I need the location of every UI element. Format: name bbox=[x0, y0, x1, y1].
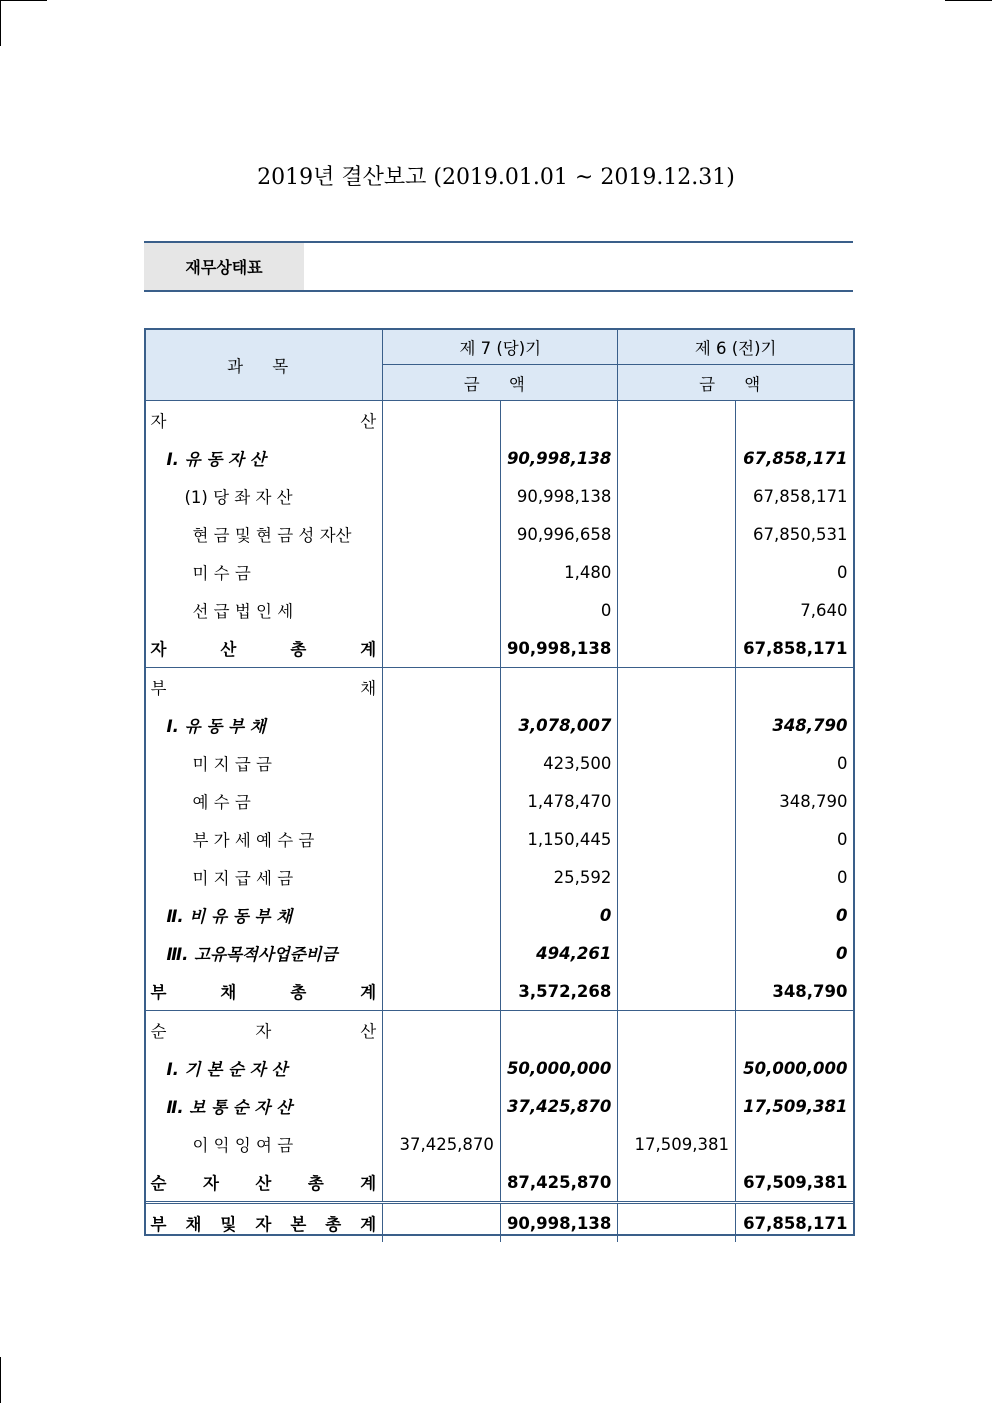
prior-sub-amount bbox=[618, 629, 736, 668]
row-label-char: 계 bbox=[360, 1215, 377, 1234]
row-label bbox=[145, 401, 383, 440]
row-label-char: 부 bbox=[150, 1215, 167, 1234]
table-row bbox=[145, 858, 854, 896]
row-label-spread bbox=[151, 408, 377, 432]
prior-amount: 348,790 bbox=[772, 981, 848, 1001]
table-row bbox=[145, 820, 854, 858]
current-sub-amount bbox=[383, 972, 501, 1011]
current-sub-amount bbox=[383, 820, 501, 858]
row-label-char: 자 bbox=[255, 1215, 272, 1234]
row-label-char: 채 bbox=[360, 679, 377, 698]
row-label-char: 총 bbox=[307, 1174, 324, 1193]
row-label bbox=[145, 1011, 383, 1050]
prior-amount bbox=[736, 1011, 854, 1050]
row-label: Ⅱ. 비 유 동 부 채 bbox=[145, 896, 383, 934]
current-sub-amount bbox=[383, 896, 501, 934]
table-row bbox=[145, 706, 854, 744]
row-label bbox=[145, 629, 383, 668]
row-label-spread bbox=[151, 675, 377, 699]
table-row bbox=[145, 477, 854, 515]
current-amount: 3,078,007 bbox=[500, 706, 617, 744]
prior-sub-amount bbox=[618, 553, 736, 591]
current-sub-amount bbox=[383, 744, 501, 782]
table-row bbox=[145, 1203, 854, 1243]
current-sub-amount bbox=[383, 706, 501, 744]
row-label-char: 본 bbox=[290, 1215, 307, 1234]
current-amount: 0 bbox=[500, 591, 617, 629]
prior-amount: 348,790 bbox=[779, 791, 848, 811]
current-sub-amount bbox=[383, 782, 501, 820]
row-label-char: 산 bbox=[360, 412, 377, 431]
table-row bbox=[145, 896, 854, 934]
current-sub-amount bbox=[383, 629, 501, 668]
row-label bbox=[145, 1203, 383, 1243]
current-amount: 423,500 bbox=[500, 744, 617, 782]
row-label: 미 지 급 금 bbox=[145, 744, 383, 782]
current-amount bbox=[500, 1011, 617, 1050]
row-label: 미 지 급 세 금 bbox=[145, 858, 383, 896]
prior-amount bbox=[736, 668, 854, 707]
prior-amount: 67,509,381 bbox=[743, 1172, 848, 1192]
row-label: 부 가 세 예 수 금 bbox=[145, 820, 383, 858]
current-sub-amount bbox=[383, 668, 501, 707]
prior-amount bbox=[736, 1125, 854, 1163]
prior-amount: 67,858,171 bbox=[736, 1203, 854, 1243]
prior-amount: 0 bbox=[837, 867, 848, 887]
crop-mark-top-right-h bbox=[945, 0, 992, 1]
balance-sheet-table bbox=[144, 328, 854, 1242]
current-amount: 90,996,658 bbox=[500, 515, 617, 553]
prior-amount: 67,858,171 bbox=[743, 448, 848, 468]
prior-amount: 348,790 bbox=[772, 715, 848, 735]
header-subject: 과 목 bbox=[145, 329, 383, 401]
prior-amount: 67,850,531 bbox=[753, 524, 848, 544]
prior-amount: 0 bbox=[836, 905, 848, 925]
row-label-spread bbox=[151, 1211, 377, 1235]
table-row bbox=[145, 515, 854, 553]
table-row bbox=[145, 553, 854, 591]
row-label-char: 산 bbox=[255, 1174, 272, 1193]
row-label: 이 익 잉 여 금 bbox=[145, 1125, 383, 1163]
current-amount: 90,998,138 bbox=[500, 1203, 617, 1243]
crop-mark-top-left-h bbox=[0, 0, 47, 1]
current-amount: 494,261 bbox=[500, 934, 617, 972]
current-amount: 87,425,870 bbox=[500, 1163, 617, 1203]
prior-sub-amount bbox=[618, 820, 736, 858]
current-amount: 90,998,138 bbox=[500, 477, 617, 515]
table-row bbox=[145, 401, 854, 440]
table-row bbox=[145, 744, 854, 782]
prior-amount: 67,858,171 bbox=[753, 486, 848, 506]
prior-sub-amount bbox=[618, 591, 736, 629]
section-label: 재무상태표 bbox=[144, 243, 304, 290]
prior-amount: 0 bbox=[837, 829, 848, 849]
prior-sub-amount bbox=[618, 744, 736, 782]
current-amount: 90,998,138 bbox=[500, 629, 617, 668]
prior-sub-amount bbox=[618, 1163, 736, 1203]
row-label-char: 총 bbox=[325, 1215, 342, 1234]
balance-sheet-body bbox=[145, 401, 854, 1243]
header-prior-period: 제 6 (전)기 bbox=[618, 329, 854, 365]
current-amount: 90,998,138 bbox=[500, 439, 617, 477]
table-row bbox=[145, 1049, 854, 1087]
row-label: 현 금 및 현 금 성 자산 bbox=[145, 515, 383, 553]
row-label-spread bbox=[151, 636, 377, 660]
row-label: Ⅰ. 유 동 자 산 bbox=[145, 439, 383, 477]
header-current-amount: 금 액 bbox=[383, 365, 618, 401]
current-sub-amount bbox=[383, 1087, 501, 1125]
row-label-char: 산 bbox=[220, 640, 237, 659]
row-label-char: 계 bbox=[360, 1174, 377, 1193]
prior-amount: 0 bbox=[836, 943, 848, 963]
row-label-char: 채 bbox=[185, 1215, 202, 1234]
table-row bbox=[145, 972, 854, 1011]
table-row bbox=[145, 934, 854, 972]
row-label-char: 부 bbox=[150, 679, 167, 698]
current-sub-amount bbox=[383, 439, 501, 477]
row-label-char: 부 bbox=[150, 983, 167, 1002]
prior-sub-amount bbox=[618, 782, 736, 820]
prior-sub-amount bbox=[618, 934, 736, 972]
row-label: (1) 당 좌 자 산 bbox=[145, 477, 383, 515]
table-row bbox=[145, 591, 854, 629]
prior-sub-amount bbox=[618, 972, 736, 1011]
table-row bbox=[145, 1087, 854, 1125]
table-row bbox=[145, 668, 854, 707]
prior-amount: 0 bbox=[837, 753, 848, 773]
current-amount bbox=[500, 1125, 617, 1163]
table-row bbox=[145, 629, 854, 668]
header-prior-amount: 금 액 bbox=[618, 365, 854, 401]
row-label: 예 수 금 bbox=[145, 782, 383, 820]
current-sub-amount bbox=[383, 1163, 501, 1203]
prior-sub-amount bbox=[618, 896, 736, 934]
current-sub-amount bbox=[383, 591, 501, 629]
prior-amount: 0 bbox=[837, 562, 848, 582]
row-label-char: 산 bbox=[360, 1022, 377, 1041]
row-label: Ⅲ. 고유목적사업준비금 bbox=[145, 934, 383, 972]
prior-sub-amount bbox=[618, 858, 736, 896]
table-row bbox=[145, 1125, 854, 1163]
row-label-char: 계 bbox=[360, 640, 377, 659]
current-sub-amount bbox=[383, 401, 501, 440]
current-sub-amount bbox=[383, 553, 501, 591]
prior-sub-amount bbox=[618, 668, 736, 707]
row-label-spread bbox=[151, 1018, 377, 1042]
current-sub-amount bbox=[383, 1049, 501, 1087]
row-label-char: 자 bbox=[202, 1174, 219, 1193]
crop-mark-bottom-left-v bbox=[0, 1357, 1, 1403]
table-row bbox=[145, 439, 854, 477]
prior-amount: 7,640 bbox=[800, 600, 848, 620]
crop-mark-top-left-v bbox=[0, 0, 1, 46]
row-label-char: 총 bbox=[290, 640, 307, 659]
current-amount: 50,000,000 bbox=[500, 1049, 617, 1087]
row-label-char: 총 bbox=[290, 983, 307, 1002]
table-row bbox=[145, 1011, 854, 1050]
row-label-char: 자 bbox=[255, 1022, 272, 1041]
row-label: Ⅰ. 유 동 부 채 bbox=[145, 706, 383, 744]
row-label-char: 계 bbox=[360, 983, 377, 1002]
current-sub-amount bbox=[383, 1203, 501, 1243]
section-header-bar bbox=[144, 241, 853, 292]
prior-sub-amount bbox=[618, 515, 736, 553]
row-label-spread bbox=[151, 979, 377, 1003]
prior-amount: 50,000,000 bbox=[743, 1058, 848, 1078]
current-sub-amount: 37,425,870 bbox=[383, 1125, 501, 1163]
current-sub-amount bbox=[383, 477, 501, 515]
row-label-char: 및 bbox=[220, 1215, 237, 1234]
table-row bbox=[145, 1163, 854, 1203]
row-label-char: 순 bbox=[150, 1022, 167, 1041]
row-label bbox=[145, 668, 383, 707]
page-title: 2019년 결산보고 (2019.01.01 ~ 2019.12.31) bbox=[257, 165, 735, 190]
prior-sub-amount bbox=[618, 1011, 736, 1050]
row-label-char: 채 bbox=[220, 983, 237, 1002]
current-amount: 25,592 bbox=[500, 858, 617, 896]
row-label-char: 자 bbox=[150, 412, 167, 431]
row-label: Ⅰ. 기 본 순 자 산 bbox=[145, 1049, 383, 1087]
prior-amount: 17,509,381 bbox=[743, 1096, 848, 1116]
prior-sub-amount bbox=[618, 1049, 736, 1087]
row-label-char: 순 bbox=[150, 1174, 167, 1193]
row-label: 선 급 법 인 세 bbox=[145, 591, 383, 629]
current-sub-amount bbox=[383, 515, 501, 553]
prior-sub-amount bbox=[618, 401, 736, 440]
prior-sub-amount bbox=[618, 1087, 736, 1125]
table-row bbox=[145, 782, 854, 820]
prior-sub-amount bbox=[618, 706, 736, 744]
prior-sub-amount bbox=[618, 477, 736, 515]
current-amount: 3,572,268 bbox=[500, 972, 617, 1011]
row-label bbox=[145, 972, 383, 1011]
current-amount: 37,425,870 bbox=[500, 1087, 617, 1125]
current-amount: 0 bbox=[500, 896, 617, 934]
prior-sub-amount bbox=[618, 1203, 736, 1243]
current-sub-amount bbox=[383, 858, 501, 896]
current-amount: 1,150,445 bbox=[500, 820, 617, 858]
current-amount bbox=[500, 668, 617, 707]
current-sub-amount bbox=[383, 934, 501, 972]
prior-amount: 67,858,171 bbox=[743, 638, 848, 658]
row-label-char: 자 bbox=[150, 640, 167, 659]
row-label-spread bbox=[151, 1170, 377, 1194]
current-amount: 1,478,470 bbox=[500, 782, 617, 820]
current-sub-amount bbox=[383, 1011, 501, 1050]
prior-sub-amount: 17,509,381 bbox=[618, 1125, 736, 1163]
row-label: 미 수 금 bbox=[145, 553, 383, 591]
prior-amount bbox=[736, 401, 854, 440]
current-amount: 1,480 bbox=[500, 553, 617, 591]
current-amount bbox=[500, 401, 617, 440]
row-label: Ⅱ. 보 통 순 자 산 bbox=[145, 1087, 383, 1125]
header-current-period: 제 7 (당)기 bbox=[383, 329, 618, 365]
prior-sub-amount bbox=[618, 439, 736, 477]
row-label bbox=[145, 1163, 383, 1203]
